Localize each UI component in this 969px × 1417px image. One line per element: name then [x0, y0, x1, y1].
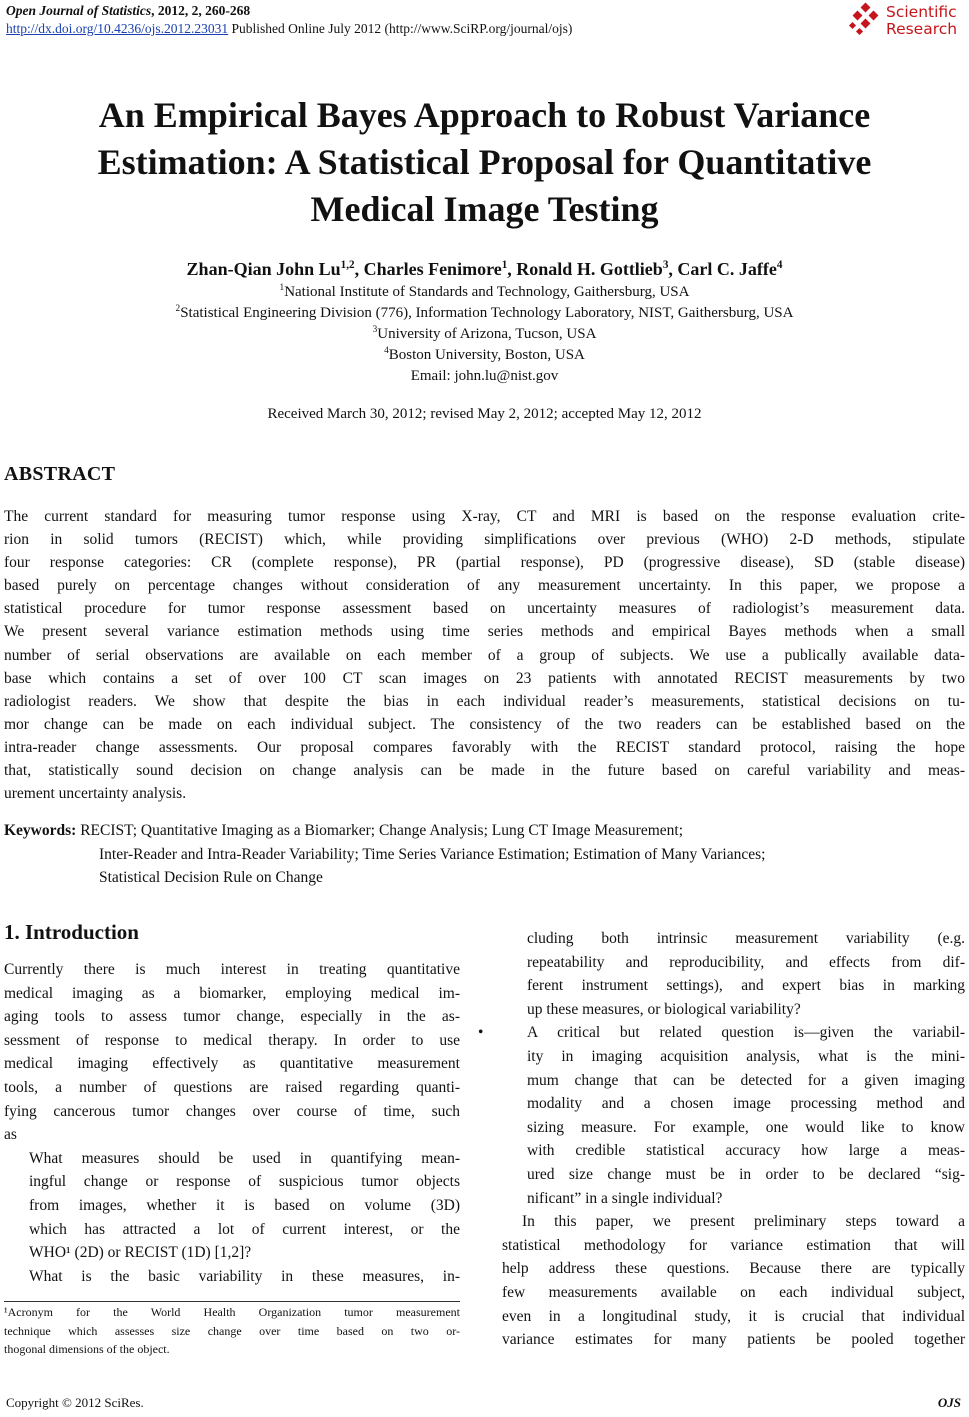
body-line: as: [4, 1126, 17, 1144]
journal-citation: Open Journal of Statistics, 2012, 2, 260-268: [6, 3, 251, 18]
abstract-line: base which contains a set of over 100 CT scan images on 23 patients with annotated RECIST measurements by two: [4, 669, 965, 687]
journal-header: [6, 2, 572, 38]
body-line: medical imaging as a biomarker, employing medical im-: [4, 984, 460, 1002]
body-line: ferent instrument settings), and expert bias in marking: [527, 977, 965, 995]
affiliation: $^3$University of Arizona, Tucson, USA: [372, 325, 597, 342]
body-line: sizing measure. For example, one would like to know: [527, 1118, 965, 1136]
keywords-label: Keywords:: [4, 822, 77, 839]
abstract-heading: ABSTRACT: [4, 463, 116, 485]
affiliation: $^1$National Institute of Standards and Technology, Gaithersburg, USA: [279, 283, 690, 300]
body-line: ured size change must be in order to be declared “sig-: [527, 1165, 965, 1183]
body-line: sessment of response to medical therapy. In order to use: [4, 1031, 460, 1049]
author-name: Zhan-Qian John Lu: [186, 259, 341, 279]
scientific-research-logo: [848, 0, 968, 42]
title-line: Medical Image Testing: [310, 189, 659, 229]
abstract-line: urement uncertainty analysis.: [4, 785, 187, 803]
body-line: aging tools to assess tumor change, especially in the as-: [4, 1008, 460, 1026]
keywords-line: Inter-Reader and Intra-Reader Variability; Time Series Variance Estimation; Estimation of Many Variances;: [99, 845, 766, 863]
copyright-notice: Copyright © 2012 SciRes.: [6, 1395, 144, 1410]
body-line: tools, a number of questions are raised regarding quanti-: [4, 1078, 460, 1096]
title-line: An Empirical Bayes Approach to Robust Variance: [98, 95, 871, 135]
published-info: Published Online July 2012 (http://www.SciRP.org/journal/ojs): [228, 21, 573, 36]
keywords: [4, 819, 969, 890]
abstract-line: We present several variance estimation methods using time series methods and empirical Bayes methods when a small: [4, 623, 965, 641]
bullet-item: • What measures should be used in quantifying mean-: [4, 1147, 460, 1171]
abstract-line: four response categories: CR (complete response), PR (partial response), PD (progressive disease), SD (stable disease): [4, 554, 965, 572]
body-line: variance estimates for many patients be pooled together: [502, 1331, 965, 1349]
footnote-line: technique which assesses size change over time based on two or-: [4, 1323, 460, 1338]
abstract-line: intra-reader change assessments. Our proposal compares favorably with the RECIST standard protocol, raising the hope: [4, 738, 965, 756]
abstract-line: mor change can be made on each individual subject. The consistency of the two readers can be established based on the: [4, 715, 965, 733]
body-line: nificant” in a single individual?: [527, 1189, 723, 1207]
affiliation: $^2$Statistical Engineering Division (776), Information Technology Laboratory, NIST, Gaithersburg, USA: [175, 304, 794, 321]
body-line: with credible statistical accuracy how large a meas-: [527, 1142, 965, 1160]
bullet-item: • A critical but related question is—given the variabil-: [502, 1021, 965, 1045]
body-line: modality and a chosen image processing method and: [527, 1095, 965, 1113]
author-list: Zhan-Qian John Lu$^{1,2}$, Charles Fenimore$^1$, Ronald H. Gottlieb$^3$, Carl C. Jaffe$^4$: [186, 259, 783, 279]
keywords-line: RECIST; Quantitative Imaging as a Biomarker; Change Analysis; Lung CT Image Measurement;: [80, 822, 684, 839]
logo-text-line1: Scientific: [886, 3, 957, 21]
body-line: few measurements available on each individual subject,: [502, 1283, 965, 1301]
footnote: [4, 1303, 460, 1359]
doi-line: [6, 20, 572, 38]
body-line: even in a longitudinal study, it is crucial that individual: [502, 1307, 965, 1325]
body-line: which has attracted a lot of current interest, or the: [29, 1220, 460, 1238]
body-line: ingful change or response of suspicious tumor objects: [29, 1173, 460, 1191]
section-heading: 1. Introduction: [4, 920, 139, 944]
paper-title: [40, 92, 929, 233]
affiliation: $^4$Boston University, Boston, USA: [384, 346, 585, 363]
body-line: up these measures, or biological variability?: [527, 1000, 801, 1018]
body-line: statistical methodology for variance estimation that will: [502, 1236, 965, 1254]
abstract-line: rion in solid tumors (RECIST) which, while providing simplifications over previous (WHO) 2-D methods, stipulate: [4, 531, 965, 549]
abstract-line: that, statistically sound decision on change analysis can be made in the future based on careful variability and meas-: [4, 762, 965, 780]
body-line: medical imaging effectively as quantitative measurement: [4, 1055, 460, 1073]
left-column: [4, 958, 460, 1288]
footnote-rule: [4, 1301, 460, 1302]
author-name: Charles Fenimore: [363, 259, 502, 279]
logo-text-line2: Research: [886, 20, 958, 38]
publisher-logo-icon: [848, 2, 884, 38]
bullet-item: • What is the basic variability in these measures, in-: [4, 1265, 460, 1289]
right-column: [502, 927, 965, 1352]
footnote-line: thogonal dimensions of the object.: [4, 1342, 170, 1356]
body-line: Currently there is much interest in treating quantitative: [4, 961, 460, 978]
received-dates: Received March 30, 2012; revised May 2, 2012; accepted May 12, 2012: [267, 406, 702, 422]
abstract-line: radiologist readers. We show that despite the bias in each individual reader’s measurements, statistical decisions on tu-: [4, 692, 965, 710]
author-name: Carl C. Jaffe: [677, 259, 777, 279]
abstract-line: statistical procedure for tumor response assessment based on uncertainty measures of radiologist’s measurement data.: [4, 600, 965, 618]
body-line: cluding both intrinsic measurement variability (e.g.: [527, 930, 965, 947]
keywords-line: Statistical Decision Rule on Change: [99, 869, 323, 886]
abstract-line: number of serial observations are available on each member of a group of subjects. We use a publically available data-: [4, 646, 965, 664]
abstract-body: [4, 505, 965, 805]
author-name: Ronald H. Gottlieb: [516, 259, 663, 279]
body-line: mum change that can be detected for a given imaging: [527, 1071, 965, 1089]
body-line: In this paper, we present preliminary steps toward a: [522, 1213, 965, 1231]
body-line: ity in imaging acquisition analysis, what is the mini-: [527, 1047, 965, 1065]
body-line: from images, whether it is based on volume (3D): [29, 1196, 460, 1214]
body-line: help address these questions. Because there are typically: [502, 1260, 965, 1278]
body-line: fying cancerous tumor changes over course of time, such: [4, 1102, 460, 1120]
author-email: Email: john.lu@nist.gov: [410, 368, 559, 384]
journal-abbreviation: OJS: [937, 1395, 961, 1410]
title-line: Estimation: A Statistical Proposal for Quantitative: [97, 142, 872, 182]
abstract-line: based purely on percentage changes without consideration of any measurement uncertainty. In this paper, we propose a: [4, 577, 965, 595]
abstract-line: The current standard for measuring tumor response using X-ray, CT and MRI is based on the response evaluation crite-: [4, 508, 965, 525]
body-line: WHO¹ (2D) or RECIST (1D) [1,2]?: [29, 1244, 252, 1262]
doi-link[interactable]: http://dx.doi.org/10.4236/ojs.2012.23031: [6, 21, 229, 36]
body-line: repeatability and reproducibility, and effects from dif-: [527, 953, 965, 971]
footnote-line: ¹Acronym for the World Health Organization tumor measurement: [4, 1305, 460, 1319]
